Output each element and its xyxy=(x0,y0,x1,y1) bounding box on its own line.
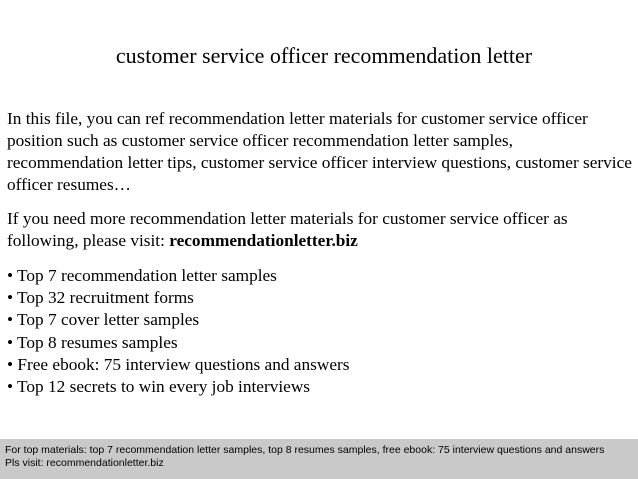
footer-line-visit: Pls visit: recommendationletter.biz xyxy=(5,457,164,469)
list-item: • Top 32 recruitment forms xyxy=(7,288,194,308)
materials-list xyxy=(7,265,632,398)
website-link[interactable]: recommendationletter.biz xyxy=(169,231,358,250)
footer-line-materials: For top materials: top 7 recommendation letter samples, top 8 resumes samples, free ebook: 75 interview questions and answers xyxy=(5,444,605,456)
list-item: • Free ebook: 75 interview questions and answers xyxy=(7,354,350,374)
list-item: • Top 7 recommendation letter samples xyxy=(7,266,277,285)
more-materials-text: If you need more recommendation letter materials for customer service officer as following, please visit: xyxy=(7,209,568,250)
list-item: • Top 12 secrets to win every job interviews xyxy=(7,377,311,397)
list-item: • Top 8 resumes samples xyxy=(7,332,178,352)
more-materials-paragraph xyxy=(7,208,632,252)
footer-bar xyxy=(0,439,638,479)
intro-paragraph: In this file, you can ref recommendation letter materials for customer service officer position such as customer service officer recommendation letter samples, recommendation letter tips, customer service officer interview questions, customer service officer resumes… xyxy=(7,109,632,194)
list-item: • Top 7 cover letter samples xyxy=(7,310,200,330)
page-title: customer service officer recommendation letter xyxy=(115,43,533,68)
